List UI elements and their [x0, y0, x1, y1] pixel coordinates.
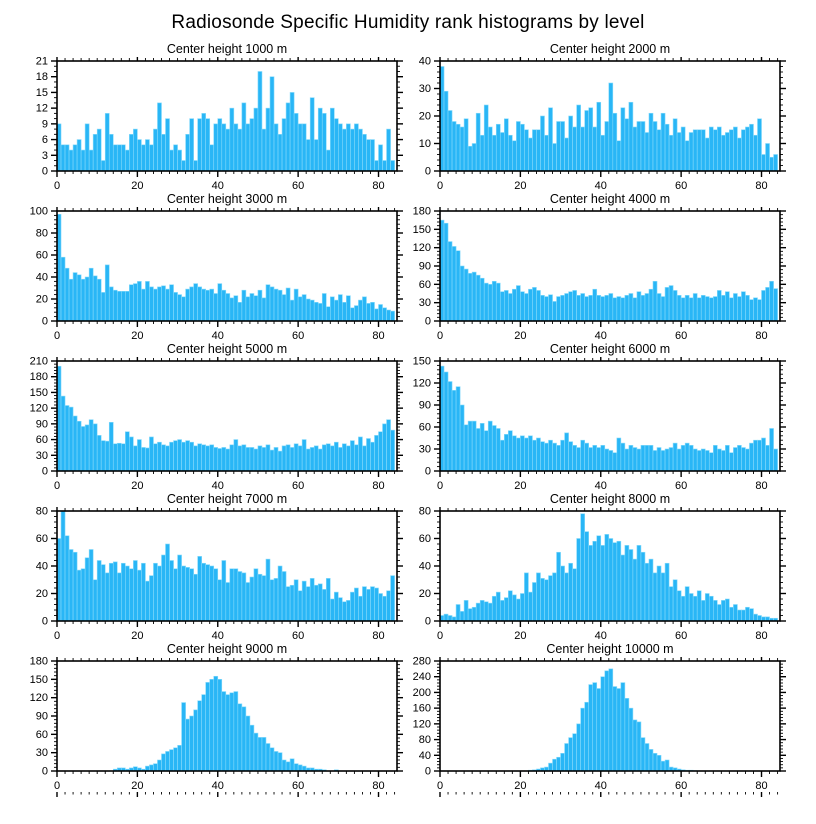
- svg-text:60: 60: [418, 278, 431, 291]
- svg-text:40: 40: [211, 180, 224, 191]
- svg-text:20: 20: [131, 780, 144, 791]
- svg-text:0: 0: [41, 765, 48, 778]
- svg-text:10: 10: [418, 138, 431, 150]
- svg-text:80: 80: [755, 480, 768, 491]
- svg-text:60: 60: [675, 630, 688, 641]
- svg-text:80: 80: [372, 180, 385, 191]
- svg-text:60: 60: [35, 249, 48, 262]
- svg-text:200: 200: [412, 686, 431, 699]
- histogram-5000m: [0, 357, 408, 491]
- svg-text:60: 60: [292, 330, 305, 341]
- svg-text:60: 60: [418, 421, 431, 434]
- subplot-title-2000m: Center height 2000 m: [549, 42, 671, 56]
- subplot-title-6000m: Center height 6000 m: [549, 342, 671, 356]
- svg-text:80: 80: [755, 630, 768, 641]
- svg-text:150: 150: [412, 357, 431, 368]
- svg-text:12: 12: [35, 102, 48, 115]
- svg-text:160: 160: [412, 702, 431, 715]
- subplot-title-1000m: Center height 1000 m: [166, 42, 288, 56]
- subplot-2000m: [408, 42, 816, 192]
- svg-text:80: 80: [418, 734, 431, 747]
- svg-text:60: 60: [292, 630, 305, 641]
- svg-text:30: 30: [418, 297, 431, 310]
- svg-text:20: 20: [514, 780, 527, 791]
- svg-text:0: 0: [424, 165, 431, 178]
- svg-text:60: 60: [675, 330, 688, 341]
- svg-text:120: 120: [412, 242, 431, 255]
- svg-text:120: 120: [412, 377, 431, 390]
- svg-text:80: 80: [35, 507, 48, 518]
- subplot-title-9000m: Center height 9000 m: [166, 642, 288, 656]
- svg-text:280: 280: [412, 657, 431, 668]
- svg-text:3: 3: [41, 149, 48, 162]
- svg-text:60: 60: [35, 533, 48, 545]
- svg-text:120: 120: [412, 718, 431, 731]
- subplot-title-5000m: Center height 5000 m: [166, 342, 288, 356]
- svg-text:120: 120: [29, 402, 48, 415]
- histogram-9000m: [0, 657, 408, 791]
- svg-text:180: 180: [412, 207, 431, 218]
- subplot-title-3000m: Center height 3000 m: [166, 192, 288, 206]
- svg-text:20: 20: [514, 630, 527, 641]
- svg-text:0: 0: [424, 615, 431, 628]
- svg-text:40: 40: [211, 480, 224, 491]
- svg-text:20: 20: [418, 588, 431, 600]
- svg-text:80: 80: [35, 227, 48, 240]
- histogram-6000m: [408, 357, 816, 491]
- svg-text:30: 30: [418, 443, 431, 456]
- histogram-4000m: [408, 207, 816, 341]
- svg-text:20: 20: [131, 630, 144, 641]
- subplot-8000m: [408, 492, 816, 642]
- svg-text:40: 40: [418, 560, 431, 573]
- svg-text:0: 0: [41, 165, 48, 178]
- svg-text:90: 90: [418, 260, 431, 273]
- subplot-6000m: [408, 342, 816, 492]
- histogram-2000m: [408, 57, 816, 191]
- svg-text:150: 150: [29, 386, 48, 399]
- svg-text:60: 60: [292, 780, 305, 791]
- svg-text:0: 0: [436, 780, 444, 791]
- svg-text:80: 80: [755, 330, 768, 341]
- svg-text:90: 90: [35, 418, 48, 431]
- subplot-10000m: [408, 642, 816, 792]
- svg-text:60: 60: [675, 180, 688, 191]
- svg-text:60: 60: [35, 434, 48, 447]
- svg-text:0: 0: [41, 465, 48, 478]
- svg-text:60: 60: [35, 728, 48, 741]
- svg-text:20: 20: [35, 293, 48, 306]
- bottom-ticks-right: [408, 792, 816, 800]
- svg-text:0: 0: [424, 765, 431, 778]
- histogram-3000m: [0, 207, 408, 341]
- svg-text:90: 90: [418, 399, 431, 412]
- histogram-7000m: [0, 507, 408, 641]
- svg-text:0: 0: [53, 630, 61, 641]
- subplot-7000m: [0, 492, 408, 642]
- svg-text:80: 80: [418, 507, 431, 518]
- svg-text:9: 9: [41, 118, 48, 131]
- svg-text:80: 80: [372, 630, 385, 641]
- svg-text:0: 0: [436, 180, 444, 191]
- svg-text:180: 180: [29, 657, 48, 668]
- svg-text:0: 0: [53, 780, 61, 791]
- subplot-5000m: [0, 342, 408, 492]
- svg-text:0: 0: [53, 330, 61, 341]
- svg-text:0: 0: [436, 480, 444, 491]
- svg-text:40: 40: [594, 780, 607, 791]
- svg-text:40: 40: [211, 630, 224, 641]
- svg-text:20: 20: [131, 330, 144, 341]
- svg-text:0: 0: [436, 630, 444, 641]
- histogram-1000m: [0, 57, 408, 191]
- svg-text:120: 120: [29, 692, 48, 705]
- svg-text:60: 60: [292, 180, 305, 191]
- histogram-10000m: [408, 657, 816, 791]
- svg-text:40: 40: [35, 271, 48, 284]
- subplot-4000m: [408, 192, 816, 342]
- svg-text:40: 40: [35, 560, 48, 573]
- svg-text:6: 6: [41, 134, 48, 147]
- bottom-ticks-left: [0, 792, 408, 800]
- svg-text:150: 150: [412, 223, 431, 236]
- svg-text:40: 40: [594, 180, 607, 191]
- svg-text:0: 0: [424, 315, 431, 328]
- svg-text:150: 150: [29, 673, 48, 686]
- svg-text:20: 20: [418, 110, 431, 123]
- svg-text:80: 80: [372, 780, 385, 791]
- subplot-title-7000m: Center height 7000 m: [166, 492, 288, 506]
- svg-text:90: 90: [35, 710, 48, 723]
- svg-text:60: 60: [418, 533, 431, 545]
- subplot-3000m: [0, 192, 408, 342]
- subplot-1000m: [0, 42, 408, 192]
- svg-text:60: 60: [292, 480, 305, 491]
- svg-text:240: 240: [412, 671, 431, 684]
- svg-text:60: 60: [675, 480, 688, 491]
- svg-text:21: 21: [35, 57, 48, 68]
- svg-text:30: 30: [35, 747, 48, 760]
- svg-text:40: 40: [594, 630, 607, 641]
- svg-text:30: 30: [35, 449, 48, 462]
- subplot-title-10000m: Center height 10000 m: [546, 642, 674, 656]
- svg-text:40: 40: [211, 780, 224, 791]
- svg-text:180: 180: [29, 371, 48, 384]
- svg-text:80: 80: [372, 480, 385, 491]
- svg-text:0: 0: [41, 615, 48, 628]
- cropped-axis-tick-strip: [0, 792, 816, 800]
- svg-text:0: 0: [41, 315, 48, 328]
- svg-text:80: 80: [755, 180, 768, 191]
- svg-text:210: 210: [29, 357, 48, 368]
- figure-title: Radiosonde Specific Humidity rank histograms by level: [171, 12, 645, 33]
- svg-text:0: 0: [436, 330, 444, 341]
- svg-text:0: 0: [53, 180, 61, 191]
- subplot-title-4000m: Center height 4000 m: [549, 192, 671, 206]
- svg-text:20: 20: [514, 180, 527, 191]
- svg-text:40: 40: [211, 330, 224, 341]
- svg-text:0: 0: [53, 480, 61, 491]
- svg-text:40: 40: [594, 480, 607, 491]
- svg-text:0: 0: [424, 465, 431, 478]
- subplot-title-8000m: Center height 8000 m: [549, 492, 671, 506]
- svg-text:30: 30: [418, 83, 431, 95]
- svg-text:20: 20: [131, 180, 144, 191]
- subplot-9000m: [0, 642, 408, 792]
- svg-text:40: 40: [418, 57, 431, 68]
- svg-text:20: 20: [514, 480, 527, 491]
- svg-text:100: 100: [29, 207, 48, 218]
- svg-text:15: 15: [35, 86, 48, 99]
- svg-text:40: 40: [594, 330, 607, 341]
- svg-text:20: 20: [514, 330, 527, 341]
- svg-text:20: 20: [131, 480, 144, 491]
- svg-text:80: 80: [372, 330, 385, 341]
- svg-text:60: 60: [675, 780, 688, 791]
- histogram-grid: [0, 42, 816, 792]
- svg-text:20: 20: [35, 588, 48, 600]
- svg-text:18: 18: [35, 71, 48, 84]
- histogram-8000m: [408, 507, 816, 641]
- svg-text:80: 80: [755, 780, 768, 791]
- svg-text:40: 40: [418, 749, 431, 762]
